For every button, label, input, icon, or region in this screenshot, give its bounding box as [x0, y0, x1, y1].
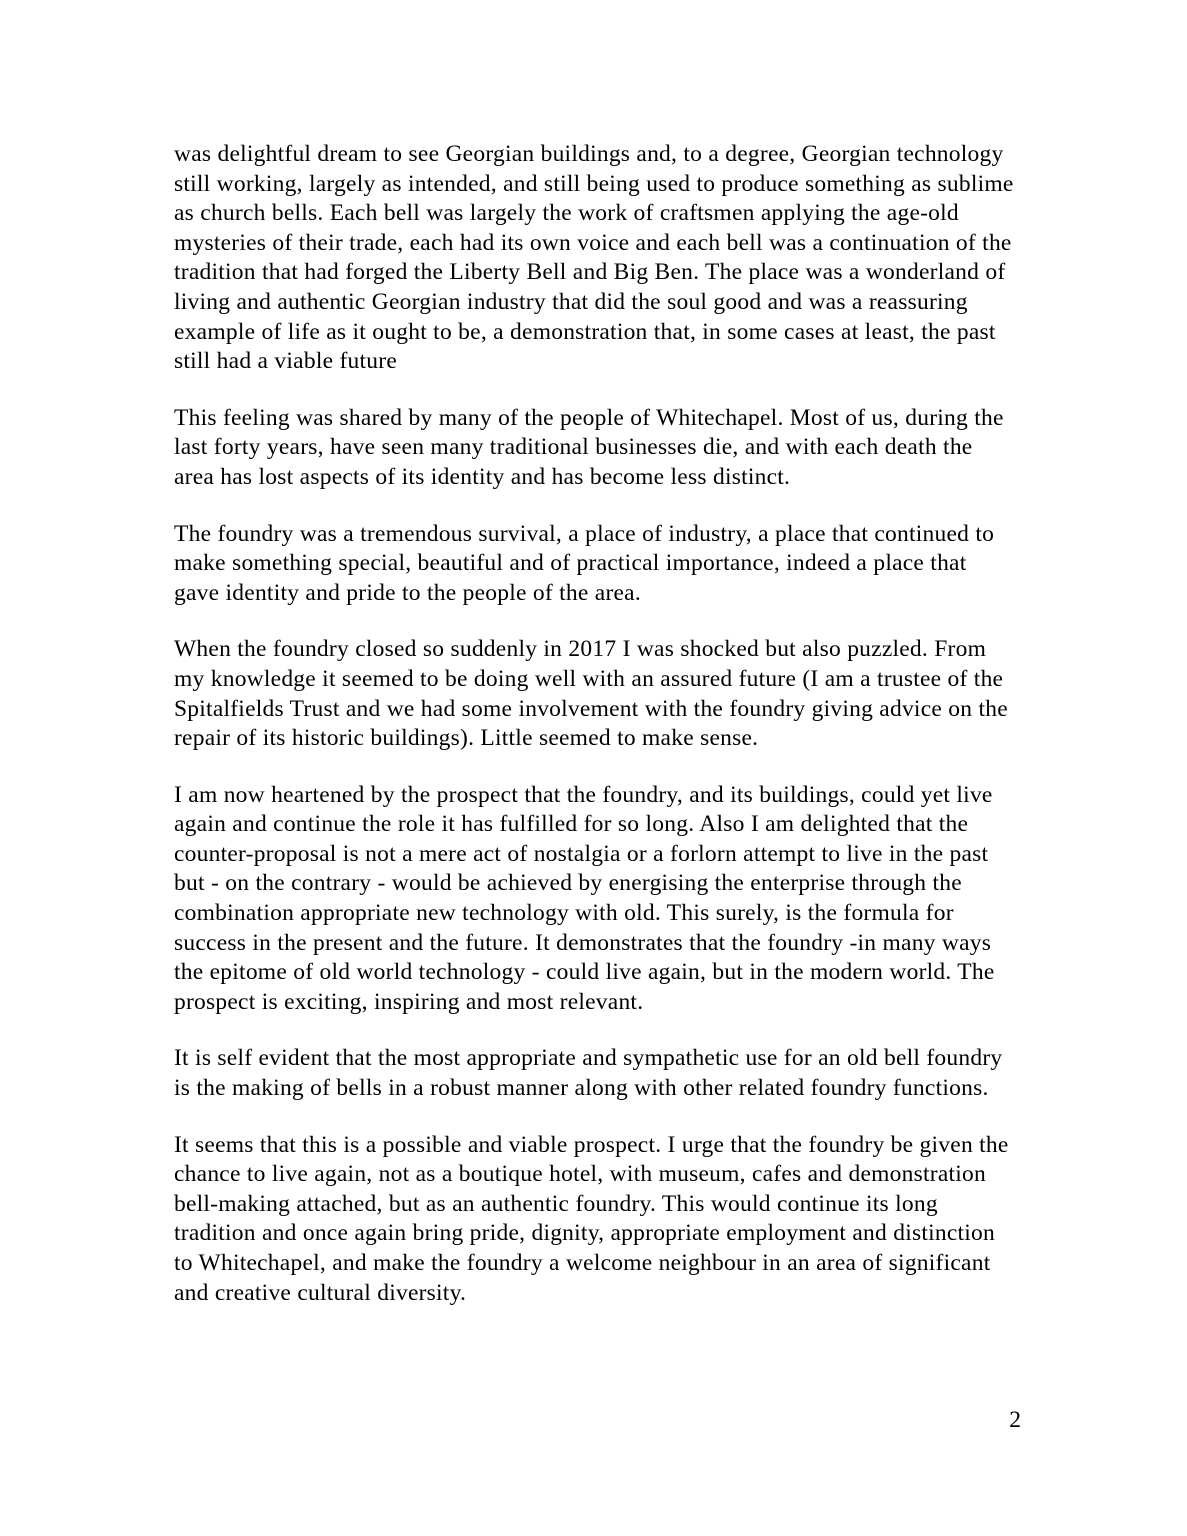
paragraph: It seems that this is a possible and viable prospect. I urge that the foundry be given the chance to live again, not as a boutique hotel, with museum, cafes and demonstration bell-making attached, but as an authentic foundry. This would continue its long tradition and once again bring pride, dignity, appropriate employment and distinction to Whitechapel, and make the foundry a welcome neighbour in an area of significant and creative cultural diversity. [174, 1131, 1009, 1306]
page-number: 2 [1009, 1406, 1021, 1433]
paragraph: I am now heartened by the prospect that the foundry, and its buildings, could yet live again and continue the role it has fulfilled for so long. Also I am delighted that the counter-proposal is not a mere act of nostalgia or a forlorn attempt to live in the past but - on the contrary - would be achieved by energising the enterprise through the combination appropriate new technology with old. This surely, is the formula for success in the present and the future. It demonstrates that the foundry -in many ways the epitome of old world technology - could live again, but in the modern world. The prospect is exciting, inspiring and most relevant. [174, 781, 995, 1015]
paragraph: This feeling was shared by many of the people of Whitechapel. Most of us, during the last forty years, have seen many traditional businesses die, and with each death the area has lost aspects of its identity and has become less distinct. [174, 404, 1004, 490]
paragraph: When the foundry closed so suddenly in 2017 I was shocked but also puzzled. From my knowledge it seemed to be doing well with an assured future (I am a trustee of the Spitalfields Trust and we had some involvement with the foundry giving advice on the repair of its historic buildings). Little seemed to make sense. [174, 636, 1008, 752]
paragraph: was delightful dream to see Georgian buildings and, to a degree, Georgian technology still working, largely as intended, and still being used to produce something as sublime as church bells. Each bell was largely the work of craftsmen applying the age-old mysteries of their trade, each had its own voice and each bell was a continuation of the tradition that had forged the Liberty Bell and Big Ben. The place was a wonderland of living and authentic Georgian industry that did the soul good and was a reassuring example of life as it ought to be, a demonstration that, in some cases at least, the past still had a viable future [174, 141, 1014, 375]
page-body [174, 140, 1014, 1308]
paragraph: The foundry was a tremendous survival, a place of industry, a place that continued to make something special, beautiful and of practical importance, indeed a place that gave identity and pride to the people of the area. [174, 520, 995, 606]
paragraph: It is self evident that the most appropriate and sympathetic use for an old bell foundry is the making of bells in a robust manner along with other related foundry functions. [174, 1045, 1003, 1102]
